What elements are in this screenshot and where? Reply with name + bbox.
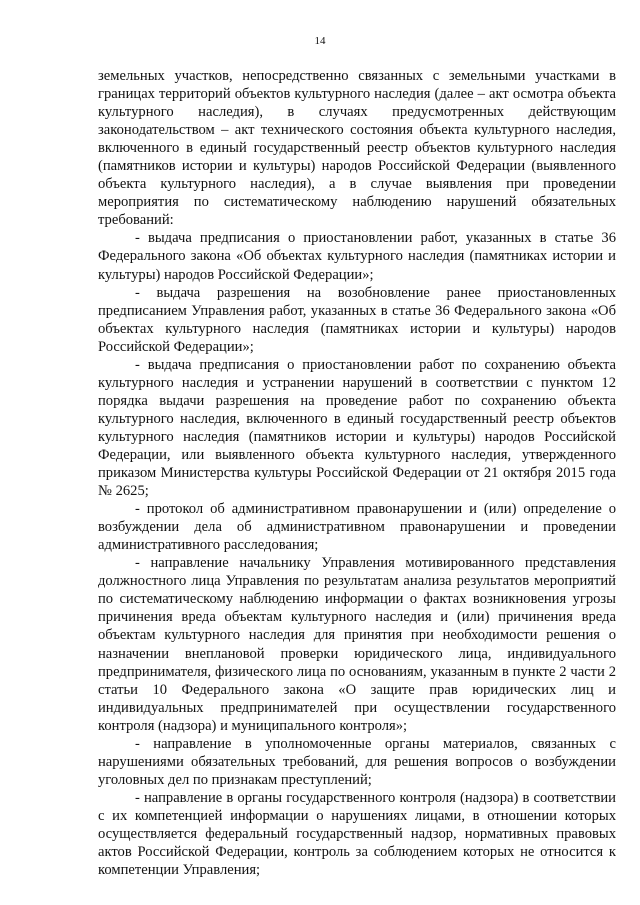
paragraph-continuation: земельных участков, непосредственно связанных с земельными участками в границах территорий объектов культурного наследия (далее – акт осмотра объекта культурного наследия), в случаях предусмотренных действующим законодательством – акт технического состояния объекта культурного наследия, включенного в единый государственный реестр объектов культурного наследия (памятников истории и культуры) народов Российской Федерации (выявленного объекта культурного наследия), а в случае выявления при проведении мероприятия по систематическому наблюдению нарушений обязательных требований:	[98, 68, 616, 229]
document-body	[98, 67, 616, 879]
list-item-motivated-submission: - направление начальнику Управления мотивированного представления должностного лица Управления по результатам анализа результатов мероприятий по систематическому наблюдению информации о фактах возникновения угрозы причинения вреда объектам культурного наследия и (или) причинения вреда объектам культурного наследия для принятия при необходимости решения о назначении внеплановой проверки юридического лица, индивидуального предпринимателя, физического лица по основаниям, указанным в пункте 2 части 2 статьи 10 Федерального закона «О защите прав юридических лиц и индивидуальных предпринимателей при осуществлении государственного контроля (надзора) и муниципального контроля»;	[98, 555, 616, 734]
list-item-resumption-permit: - выдача разрешения на возобновление ранее приостановленных предписанием Управления работ, указанных в статье 36 Федерального закона «Об объектах культурного наследия (памятниках истории и культуры) народов Российской Федерации»;	[98, 284, 616, 355]
list-item-suspension-order: - выдача предписания о приостановлении работ, указанных в статье 36 Федерального закона «Об объектах культурного наследия (памятниках истории и культуры) народов Российской Федерации»;	[98, 230, 616, 283]
page-number: 14	[314, 35, 326, 47]
list-item-supervisory-information: - направление в органы государственного контроля (надзора) в соответствии с их компетенцией информации о нарушениях лицами, в отношении которых осуществляется федеральный государственный надзор, нормативных правовых актов Российской Федерации, контроль за соблюдением которых не относится к компетенции Управления;	[98, 789, 616, 879]
list-item-administrative-protocol: - протокол об административном правонарушении и (или) определение о возбуждении дела об административном правонарушении и проведении административного расследования;	[98, 501, 616, 554]
list-item-criminal-materials: - направление в уполномоченные органы материалов, связанных с нарушениями обязательных требований, для решения вопросов о возбуждении уголовных дел по признакам преступлений;	[98, 735, 616, 788]
list-item-preservation-suspension-order: - выдача предписания о приостановлении работ по сохранению объекта культурного наследия и устранении нарушений в соответствии с пунктом 12 порядка выдачи разрешения на проведение работ по сохранению объекта культурного наследия, включенного в единый государственный реестр объектов культурного наследия (памятников истории и культуры) народов Российской Федерации, или выявленного объекта культурного наследия, утвержденного приказом Министерства культуры Российской Федерации от 21 октября 2015 года № 2625;	[98, 356, 616, 500]
